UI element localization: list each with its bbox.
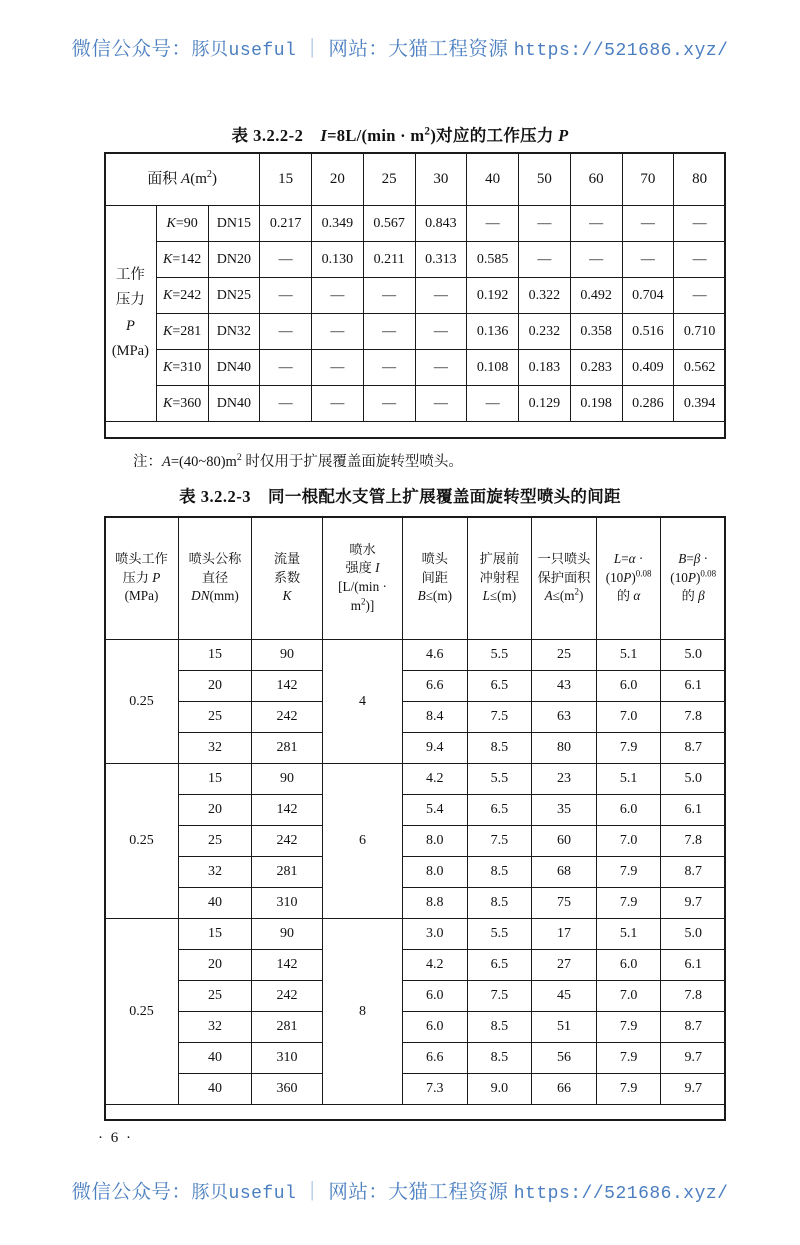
table2-cell-g2r2-b: 6.0	[403, 981, 468, 1012]
table1-dn-5: DN40	[208, 386, 260, 422]
table2-cell-g0r1-l: 6.5	[467, 671, 532, 702]
table1-cell-1-4: 0.585	[467, 242, 519, 278]
table1-cell-2-7: 0.704	[622, 278, 674, 314]
table2-title-text: 同一根配水支管上扩展覆盖面旋转型喷头的间距	[268, 487, 621, 506]
table1-cell-3-8: 0.710	[674, 314, 726, 350]
table2-cell-g1r1-k: 142	[252, 795, 323, 826]
table2-cell-g2r3-b: 6.0	[403, 1012, 468, 1043]
table1-header-row	[105, 153, 726, 206]
table1-cell-3-6: 0.358	[570, 314, 622, 350]
table1-cell-0-5: —	[519, 206, 571, 242]
table2-header-alpha: L=α · $(10P)^{0.08}$ 的 α	[596, 517, 661, 640]
table2-cell-g0r3-l: 8.5	[467, 733, 532, 764]
table2-cell-g1r1-dn: 20	[179, 795, 252, 826]
table2-cell-g2r4-alpha: 7.9	[596, 1043, 661, 1074]
table1-cell-3-4: 0.136	[467, 314, 519, 350]
table1-cell-5-2: —	[363, 386, 415, 422]
table2-header-diameter: 喷头公称 直径 DN(mm)	[179, 517, 252, 640]
table1-cell-4-5: 0.183	[519, 350, 571, 386]
table2-cell-g0r3-a: 80	[532, 733, 597, 764]
table2-cell-g1r3-a: 68	[532, 857, 597, 888]
watermark-site-label: 网站：	[328, 39, 389, 60]
table2-cell-g0r2-b: 8.4	[403, 702, 468, 733]
table1-cell-5-1: —	[312, 386, 364, 422]
table2-group-2-intensity: 8	[323, 919, 403, 1105]
table1-header-area-8: 80	[674, 153, 726, 206]
table1-dn-1: DN20	[208, 242, 260, 278]
table2-cell-g0r0-l: 5.5	[467, 640, 532, 671]
table1-side-label: 工作 压力 P (MPa)	[105, 206, 157, 422]
table2-cell-g0r3-b: 9.4	[403, 733, 468, 764]
table2-cell-g0r0-b: 4.6	[403, 640, 468, 671]
table2-cell-g1r4-l: 8.5	[467, 888, 532, 919]
table2-header-intensity: 喷水 强度 I [L/(min · $m^2$)]	[323, 517, 403, 640]
table2-cell-g0r2-l: 7.5	[467, 702, 532, 733]
table-row	[105, 1074, 726, 1105]
watermark-url: https://521686.xyz/	[513, 1184, 729, 1204]
table2-group-0-pressure: 0.25	[105, 640, 179, 764]
table2-cell-g2r1-dn: 20	[179, 950, 252, 981]
table2-cell-g0r0-alpha: 5.1	[596, 640, 661, 671]
table2-cell-g0r1-beta: 6.1	[661, 671, 726, 702]
watermark-site-label: 网站：	[328, 1182, 389, 1203]
watermark-bottom	[0, 1176, 800, 1204]
table2-header-row	[105, 517, 726, 640]
table2-cell-g0r0-dn: 15	[179, 640, 252, 671]
table2-group-1-pressure: 0.25	[105, 764, 179, 919]
table2-cell-g1r3-beta: 8.7	[661, 857, 726, 888]
table1-cell-4-8: 0.562	[674, 350, 726, 386]
table2-cell-g2r5-b: 7.3	[403, 1074, 468, 1105]
table1-cell-5-0: —	[260, 386, 312, 422]
table1-note: 注：$A=(40\sim 80)m^2$ 时仅用于扩展覆盖面旋转型喷头。	[133, 452, 463, 470]
table1-cell-4-1: —	[312, 350, 364, 386]
table2-cell-g1r3-k: 281	[252, 857, 323, 888]
table1-cell-0-4: —	[467, 206, 519, 242]
watermark-site-name: 大猫工程资源	[388, 1182, 509, 1203]
table2-cell-g1r3-b: 8.0	[403, 857, 468, 888]
table1-cell-5-4: —	[467, 386, 519, 422]
table1-dn-2: DN25	[208, 278, 260, 314]
table2-cell-g2r5-alpha: 7.9	[596, 1074, 661, 1105]
table2-cell-g2r0-a: 17	[532, 919, 597, 950]
table2-cell-g1r1-b: 5.4	[403, 795, 468, 826]
table2-cell-g1r3-dn: 32	[179, 857, 252, 888]
table2-cell-g0r1-dn: 20	[179, 671, 252, 702]
table2-cell-g2r4-k: 310	[252, 1043, 323, 1074]
table2-cell-g1r4-k: 310	[252, 888, 323, 919]
table2-cell-g1r2-k: 242	[252, 826, 323, 857]
table1-cell-3-7: 0.516	[622, 314, 674, 350]
table2-cell-g1r1-alpha: 6.0	[596, 795, 661, 826]
table1-header-area-label: 面积 $A(m^2)$	[105, 153, 260, 206]
table-row	[105, 1043, 726, 1074]
table2-cell-g2r0-alpha: 5.1	[596, 919, 661, 950]
table2-cell-g0r3-dn: 32	[179, 733, 252, 764]
watermark-account: 豚贝useful	[191, 41, 297, 61]
table2-cell-g2r4-dn: 40	[179, 1043, 252, 1074]
table-row	[105, 826, 726, 857]
table2-cell-g1r0-a: 23	[532, 764, 597, 795]
watermark-account: 豚贝useful	[191, 1184, 297, 1204]
table1-cell-1-7: —	[622, 242, 674, 278]
table2-cell-g2r5-dn: 40	[179, 1074, 252, 1105]
table1-k-2: K=242	[156, 278, 208, 314]
table1-cell-5-3: —	[415, 386, 467, 422]
table1-cell-3-5: 0.232	[519, 314, 571, 350]
table1-cell-1-1: 0.130	[312, 242, 364, 278]
table2-cell-g1r0-b: 4.2	[403, 764, 468, 795]
table2-cell-g1r1-beta: 6.1	[661, 795, 726, 826]
table1-header-area-7: 70	[622, 153, 674, 206]
table1-cell-1-0: —	[260, 242, 312, 278]
table1-cell-2-6: 0.492	[570, 278, 622, 314]
table2-cell-g0r2-k: 242	[252, 702, 323, 733]
table2-cell-g0r2-beta: 7.8	[661, 702, 726, 733]
table1-k-0: K=90	[156, 206, 208, 242]
table2-cell-g0r1-b: 6.6	[403, 671, 468, 702]
table2-cell-g0r2-alpha: 7.0	[596, 702, 661, 733]
table-row	[105, 857, 726, 888]
table2-cell-g1r3-alpha: 7.9	[596, 857, 661, 888]
table2-cell-g1r4-a: 75	[532, 888, 597, 919]
table-row	[105, 314, 726, 350]
table1-cell-2-0: —	[260, 278, 312, 314]
table2-cell-g1r0-alpha: 5.1	[596, 764, 661, 795]
watermark-url: https://521686.xyz/	[513, 41, 729, 61]
table1-cell-3-3: —	[415, 314, 467, 350]
table-row	[105, 702, 726, 733]
watermark-separator: ｜	[302, 39, 323, 60]
table-row	[105, 888, 726, 919]
table1-cell-0-3: 0.843	[415, 206, 467, 242]
watermark-site-name: 大猫工程资源	[388, 39, 509, 60]
table-row	[105, 764, 726, 795]
table-row	[105, 206, 726, 242]
table2-cell-g2r5-k: 360	[252, 1074, 323, 1105]
table-row	[105, 950, 726, 981]
table1-cell-2-5: 0.322	[519, 278, 571, 314]
table2-cell-g2r3-l: 8.5	[467, 1012, 532, 1043]
table1-header-area-3: 30	[415, 153, 467, 206]
table2-cell-g1r4-b: 8.8	[403, 888, 468, 919]
table2-cell-g0r1-a: 43	[532, 671, 597, 702]
table2-cell-g0r3-alpha: 7.9	[596, 733, 661, 764]
table2-cell-g2r1-beta: 6.1	[661, 950, 726, 981]
table2-cell-g0r3-k: 281	[252, 733, 323, 764]
table2-cell-g2r4-l: 8.5	[467, 1043, 532, 1074]
table2-cell-g1r2-beta: 7.8	[661, 826, 726, 857]
table1-header-area-1: 20	[312, 153, 364, 206]
table1-k-1: K=142	[156, 242, 208, 278]
table2-cell-g0r1-alpha: 6.0	[596, 671, 661, 702]
table1-cell-2-1: —	[312, 278, 364, 314]
table1-cell-1-5: —	[519, 242, 571, 278]
table-row	[105, 640, 726, 671]
table2-title	[0, 483, 800, 507]
table2-header-kfactor: 流量 系数 K	[252, 517, 323, 640]
table1-cell-1-8: —	[674, 242, 726, 278]
table1-cell-0-8: —	[674, 206, 726, 242]
table2-cell-g1r4-alpha: 7.9	[596, 888, 661, 919]
table1-cell-1-2: 0.211	[363, 242, 415, 278]
table1-cell-0-0: 0.217	[260, 206, 312, 242]
table-row	[105, 671, 726, 702]
table2-cell-g2r1-a: 27	[532, 950, 597, 981]
table2-cell-g2r0-dn: 15	[179, 919, 252, 950]
table-sprinkler-spacing	[104, 516, 726, 1105]
table2-header-throw: 扩展前 冲射程 L≤(m)	[467, 517, 532, 640]
table-row	[105, 733, 726, 764]
table2-cell-g2r3-alpha: 7.9	[596, 1012, 661, 1043]
table1-cell-0-7: —	[622, 206, 674, 242]
table2-cell-g0r1-k: 142	[252, 671, 323, 702]
watermark-separator: ｜	[302, 1182, 323, 1203]
table1-cell-2-8: —	[674, 278, 726, 314]
table1-cell-5-8: 0.394	[674, 386, 726, 422]
page-number: · 6 ·	[98, 1130, 133, 1146]
table2-cell-g2r5-beta: 9.7	[661, 1074, 726, 1105]
watermark-prefix: 微信公众号：	[71, 39, 192, 60]
table1-cell-1-3: 0.313	[415, 242, 467, 278]
table2-group-2-pressure: 0.25	[105, 919, 179, 1105]
table1-dn-0: DN15	[208, 206, 260, 242]
table2-cell-g2r3-beta: 8.7	[661, 1012, 726, 1043]
table1-cell-5-6: 0.198	[570, 386, 622, 422]
table1-header-area-5: 50	[519, 153, 571, 206]
table1-dn-3: DN32	[208, 314, 260, 350]
table2-cell-g2r1-alpha: 6.0	[596, 950, 661, 981]
table-row	[105, 981, 726, 1012]
table2-cell-g2r2-beta: 7.8	[661, 981, 726, 1012]
table2-cell-g1r0-k: 90	[252, 764, 323, 795]
table2-cell-g2r2-dn: 25	[179, 981, 252, 1012]
table-row	[105, 350, 726, 386]
table2-group-1-intensity: 6	[323, 764, 403, 919]
table2-header-coverage: 一只喷头 保护面积 $A\le(m^2)$	[532, 517, 597, 640]
table2-cell-g2r0-b: 3.0	[403, 919, 468, 950]
table1-k-4: K=310	[156, 350, 208, 386]
table1-cell-2-4: 0.192	[467, 278, 519, 314]
table1-k-3: K=281	[156, 314, 208, 350]
table-row	[105, 919, 726, 950]
table2-cell-g0r2-a: 63	[532, 702, 597, 733]
table2-cell-g1r4-beta: 9.7	[661, 888, 726, 919]
table2-cell-g2r2-a: 45	[532, 981, 597, 1012]
table2-cell-g0r3-beta: 8.7	[661, 733, 726, 764]
table1-cell-3-2: —	[363, 314, 415, 350]
table2-cell-g2r0-beta: 5.0	[661, 919, 726, 950]
table1-title-text: $I=8L/(\min \cdot m^2)$对应的工作压力 P	[320, 125, 569, 145]
table2-cell-g2r2-l: 7.5	[467, 981, 532, 1012]
table2-cell-g1r2-b: 8.0	[403, 826, 468, 857]
table2-cell-g2r4-beta: 9.7	[661, 1043, 726, 1074]
table2-title-number: 表 3.2.2-3	[179, 487, 252, 506]
watermark-top	[0, 33, 800, 61]
table2-cell-g1r2-a: 60	[532, 826, 597, 857]
table1-dn-4: DN40	[208, 350, 260, 386]
table2-cell-g0r2-dn: 25	[179, 702, 252, 733]
table2-header-spacing: 喷头 间距 B≤(m)	[403, 517, 468, 640]
table1-title-number: 表 3.2.2-2	[231, 126, 304, 145]
table1-cell-1-6: —	[570, 242, 622, 278]
table2-cell-g1r4-dn: 40	[179, 888, 252, 919]
table-row	[105, 795, 726, 826]
table1-cell-0-6: —	[570, 206, 622, 242]
table1-cell-2-2: —	[363, 278, 415, 314]
table2-cell-g1r0-dn: 15	[179, 764, 252, 795]
table2-body	[105, 517, 726, 1105]
table2-cell-g2r2-k: 242	[252, 981, 323, 1012]
table2-cell-g1r3-l: 8.5	[467, 857, 532, 888]
table2-cell-g0r0-k: 90	[252, 640, 323, 671]
table1-cell-5-7: 0.286	[622, 386, 674, 422]
table2-cell-g2r4-b: 6.6	[403, 1043, 468, 1074]
table2-cell-g2r1-k: 142	[252, 950, 323, 981]
table2-cell-g2r1-b: 4.2	[403, 950, 468, 981]
table2-cell-g1r2-dn: 25	[179, 826, 252, 857]
table1-header-area-2: 25	[363, 153, 415, 206]
table1-cell-0-2: 0.567	[363, 206, 415, 242]
table1-cell-4-7: 0.409	[622, 350, 674, 386]
table2-cell-g2r5-l: 9.0	[467, 1074, 532, 1105]
table1-header-area-4: 40	[467, 153, 519, 206]
table2-group-0-intensity: 4	[323, 640, 403, 764]
table2-cell-g1r1-a: 35	[532, 795, 597, 826]
table1-cell-3-1: —	[312, 314, 364, 350]
table1-cell-2-3: —	[415, 278, 467, 314]
table2-cell-g2r3-k: 281	[252, 1012, 323, 1043]
table2-header-pressure: 喷头工作 压力 P (MPa)	[105, 517, 179, 640]
table2-cell-g2r3-dn: 32	[179, 1012, 252, 1043]
table2-cell-g1r2-l: 7.5	[467, 826, 532, 857]
table1-body	[105, 153, 726, 422]
table1-header-area-0: 15	[260, 153, 312, 206]
table2-cell-g0r0-beta: 5.0	[661, 640, 726, 671]
table1-title	[0, 122, 800, 146]
table-row	[105, 1012, 726, 1043]
table2-cell-g2r4-a: 56	[532, 1043, 597, 1074]
table2-cell-g0r0-a: 25	[532, 640, 597, 671]
table1-cell-4-4: 0.108	[467, 350, 519, 386]
table2-cell-g1r2-alpha: 7.0	[596, 826, 661, 857]
table2-cell-g2r3-a: 51	[532, 1012, 597, 1043]
table-row	[105, 386, 726, 422]
table1-cell-0-1: 0.349	[312, 206, 364, 242]
table1-cell-3-0: —	[260, 314, 312, 350]
table-row	[105, 278, 726, 314]
table2-cell-g2r0-l: 5.5	[467, 919, 532, 950]
watermark-prefix: 微信公众号：	[71, 1182, 192, 1203]
table-pressure-vs-area	[104, 152, 726, 422]
table1-cell-4-6: 0.283	[570, 350, 622, 386]
table1-cell-5-5: 0.129	[519, 386, 571, 422]
table1-k-5: K=360	[156, 386, 208, 422]
table1-header-area-6: 60	[570, 153, 622, 206]
table-row	[105, 242, 726, 278]
table2-header-beta: B=β · $(10P)^{0.08}$ 的 β	[661, 517, 726, 640]
table2-cell-g2r1-l: 6.5	[467, 950, 532, 981]
table2-cell-g1r0-l: 5.5	[467, 764, 532, 795]
table2-cell-g1r0-beta: 5.0	[661, 764, 726, 795]
table1-cell-4-3: —	[415, 350, 467, 386]
table1-cell-4-0: —	[260, 350, 312, 386]
table2-cell-g2r2-alpha: 7.0	[596, 981, 661, 1012]
table2-cell-g2r5-a: 66	[532, 1074, 597, 1105]
table2-cell-g2r0-k: 90	[252, 919, 323, 950]
table1-cell-4-2: —	[363, 350, 415, 386]
table2-cell-g1r1-l: 6.5	[467, 795, 532, 826]
